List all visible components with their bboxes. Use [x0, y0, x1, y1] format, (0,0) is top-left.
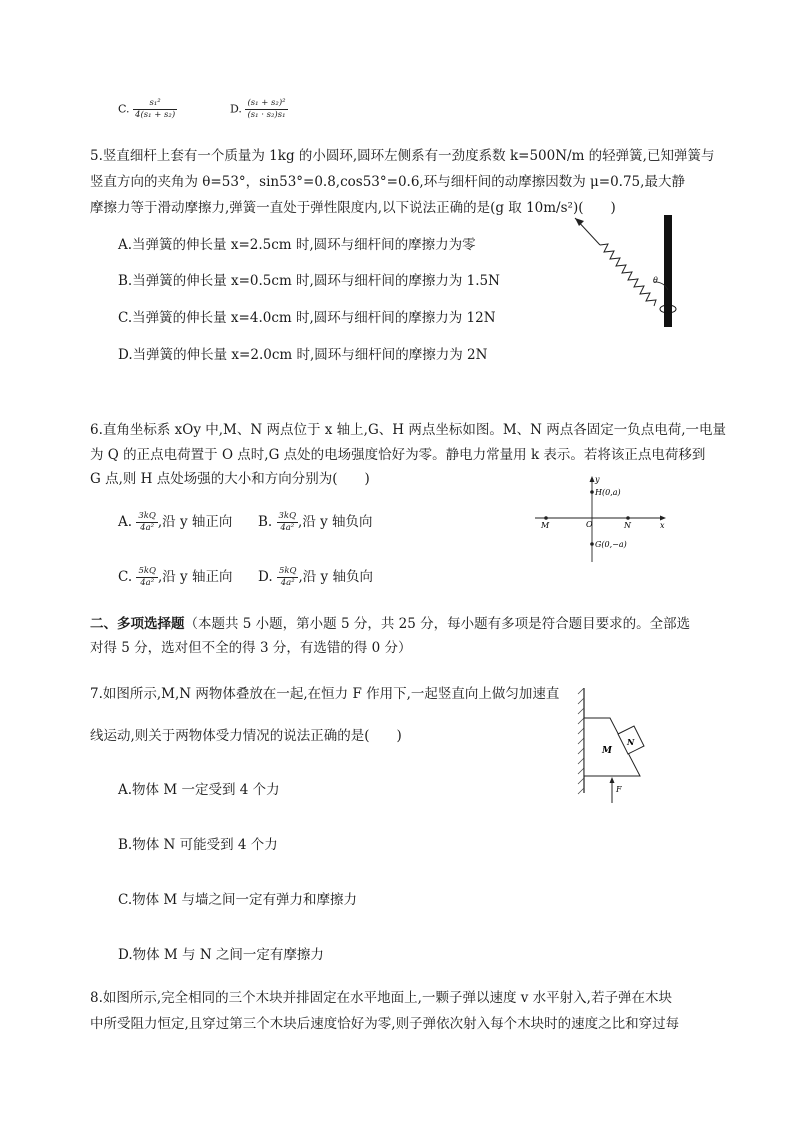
q6-stem-line-2: 为 Q 的正点电荷置于 O 点时,G 点处的电场强度恰好为零。静电力常量用 k 表示。若将该正点电荷移到 — [90, 447, 706, 463]
q6-option-b-fraction: $\frac{3kQ}{\text{4a²}}$ — [278, 511, 297, 533]
point-g-dot — [590, 542, 594, 546]
q6-option-a-fraction: $\frac{3kQ}{\text{4a²}}$ — [138, 511, 156, 533]
q5-option-a[interactable]: A.当弹簧的伸长量 x=2.5cm 时,圆环与细杆间的摩擦力为零 — [118, 237, 476, 253]
q7-option-a[interactable]: A.物体 M 一定受到 4 个力 — [118, 782, 280, 798]
q6-option-b[interactable]: B. $\frac{3kQ}{\text{4a²}}$ ,沿 y 轴负向 — [258, 511, 373, 533]
q7-stem-line-2: 线运动,则关于两物体受力情况的说法正确的是( ) — [90, 728, 402, 744]
q6-option-c-fraction: $\frac{5kQ}{\text{4a²}}$ — [138, 566, 156, 588]
q6-coordinate-figure — [530, 472, 675, 567]
q6-option-c[interactable]: C. $\frac{5kQ}{\text{4a²}}$ ,沿 y 轴正向 — [118, 566, 233, 588]
force-f-label: F — [616, 785, 622, 794]
wall-hatching — [578, 688, 584, 794]
q7-stem-line-1: 7.如图所示,M,N 两物体叠放在一起,在恒力 F 作用下,一起竖直向上做匀加速直 — [90, 686, 560, 702]
arrow-head-icon — [575, 218, 584, 226]
q6-option-a[interactable]: A. $\frac{3kQ}{\text{4a²}}$ ,沿 y 轴正向 — [118, 511, 233, 533]
q5-option-c[interactable]: C.当弹簧的伸长量 x=4.0cm 时,圆环与细杆间的摩擦力为 12N — [118, 310, 496, 326]
y-axis-arrow-icon — [590, 476, 595, 482]
x-axis-arrow-icon — [660, 516, 666, 521]
point-n-dot — [626, 516, 630, 520]
q7-blocks-figure — [570, 688, 655, 808]
force-f-arrow-icon — [610, 777, 615, 783]
q5-option-b[interactable]: B.当弹簧的伸长量 x=0.5cm 时,圆环与细杆间的摩擦力为 1.5N — [118, 273, 500, 289]
q5-option-d[interactable]: D.当弹簧的伸长量 x=2.0cm 时,圆环与细杆间的摩擦力为 2N — [118, 347, 488, 363]
q5-stem-line-1: 5.竖直细杆上套有一个质量为 1kg 的小圆环,圆环左侧系有一劲度系数 k=500N/m 的轻弹簧,已知弹簧与 — [90, 148, 715, 164]
point-n-label: N — [624, 521, 631, 530]
q6-stem-line-3: G 点,则 H 点处场强的大小和方向分别为( ) — [90, 471, 370, 487]
q6-option-d[interactable]: D. $\frac{5kQ}{\text{4a²}}$ ,沿 y 轴负向 — [258, 566, 373, 588]
q5-spring-rod-figure — [570, 210, 685, 335]
q6-option-d-fraction: $\frac{5kQ}{\text{4a²}}$ — [278, 566, 297, 588]
block-n-label: N — [627, 737, 635, 747]
point-g-label: G(0,−a) — [595, 540, 627, 549]
vertical-rod — [664, 215, 672, 327]
x-axis-label: x — [660, 521, 665, 530]
origin-label: O — [586, 520, 593, 529]
q7-option-c[interactable]: C.物体 M 与墙之间一定有弹力和摩擦力 — [118, 892, 358, 908]
angle-label: θ — [653, 276, 658, 285]
q7-option-b[interactable]: B.物体 N 可能受到 4 个力 — [118, 837, 278, 853]
section-2-desc-line-2: 对得 5 分，选对但不全的得 3 分，有选错的得 0 分） — [90, 640, 412, 656]
q4-option-c-fraction: $\frac{\text{s₁²}}{\text{4(s₁ + s₂)}}$ — [135, 98, 176, 120]
block-m-label: M — [602, 746, 612, 756]
spring-coil — [600, 244, 656, 306]
point-m-dot — [544, 516, 548, 520]
q7-option-d[interactable]: D.物体 M 与 N 之间一定有摩擦力 — [118, 947, 324, 963]
q5-stem-line-2: 竖直方向的夹角为 θ=53°，sin53°=0.8,cos53°=0.6,环与细杆间的动摩擦因数为 μ=0.75,最大静 — [90, 174, 685, 190]
section-2-heading: 二、多项选择题（本题共 5 小题，第小题 5 分，共 25 分，每小题有多项是符合题目要求的。全部选 — [90, 616, 691, 632]
q6-stem-line-1: 6.直角坐标系 xOy 中,M、N 两点位于 x 轴上,G、H 两点坐标如图。M、N 两点各固定一负点电荷,一电量 — [90, 422, 727, 438]
point-h-dot — [590, 490, 594, 494]
q4-option-d[interactable]: D. $\frac{\text{(s₁ + s₂)²}}{\text{(s₁ · s₂)s₁}}$ — [230, 98, 286, 120]
q4-option-d-fraction: $\frac{\text{(s₁ + s₂)²}}{\text{(s₁ · s₂)s₁}}$ — [247, 98, 286, 120]
q4-option-c[interactable]: C. $\frac{\text{s₁²}}{\text{4(s₁ + s₂)}}$ — [118, 98, 176, 120]
point-h-label: H(0,a) — [595, 488, 621, 497]
q5-stem-line-3: 摩擦力等于滑动摩擦力,弹簧一直处于弹性限度内,以下说法正确的是(g 取 10m/s²)( ) — [90, 200, 616, 216]
q8-stem-line-1: 8.如图所示,完全相同的三个木块并排固定在水平地面上,一颗子弹以速度 v 水平射入,若子弹在木块 — [90, 990, 672, 1006]
y-axis-label: y — [595, 475, 600, 484]
point-m-label: M — [541, 521, 550, 530]
q8-stem-line-2: 中所受阻力恒定,且穿过第三个木块后速度恰好为零,则子弹依次射入每个木块时的速度之比和穿过每 — [90, 1016, 680, 1032]
